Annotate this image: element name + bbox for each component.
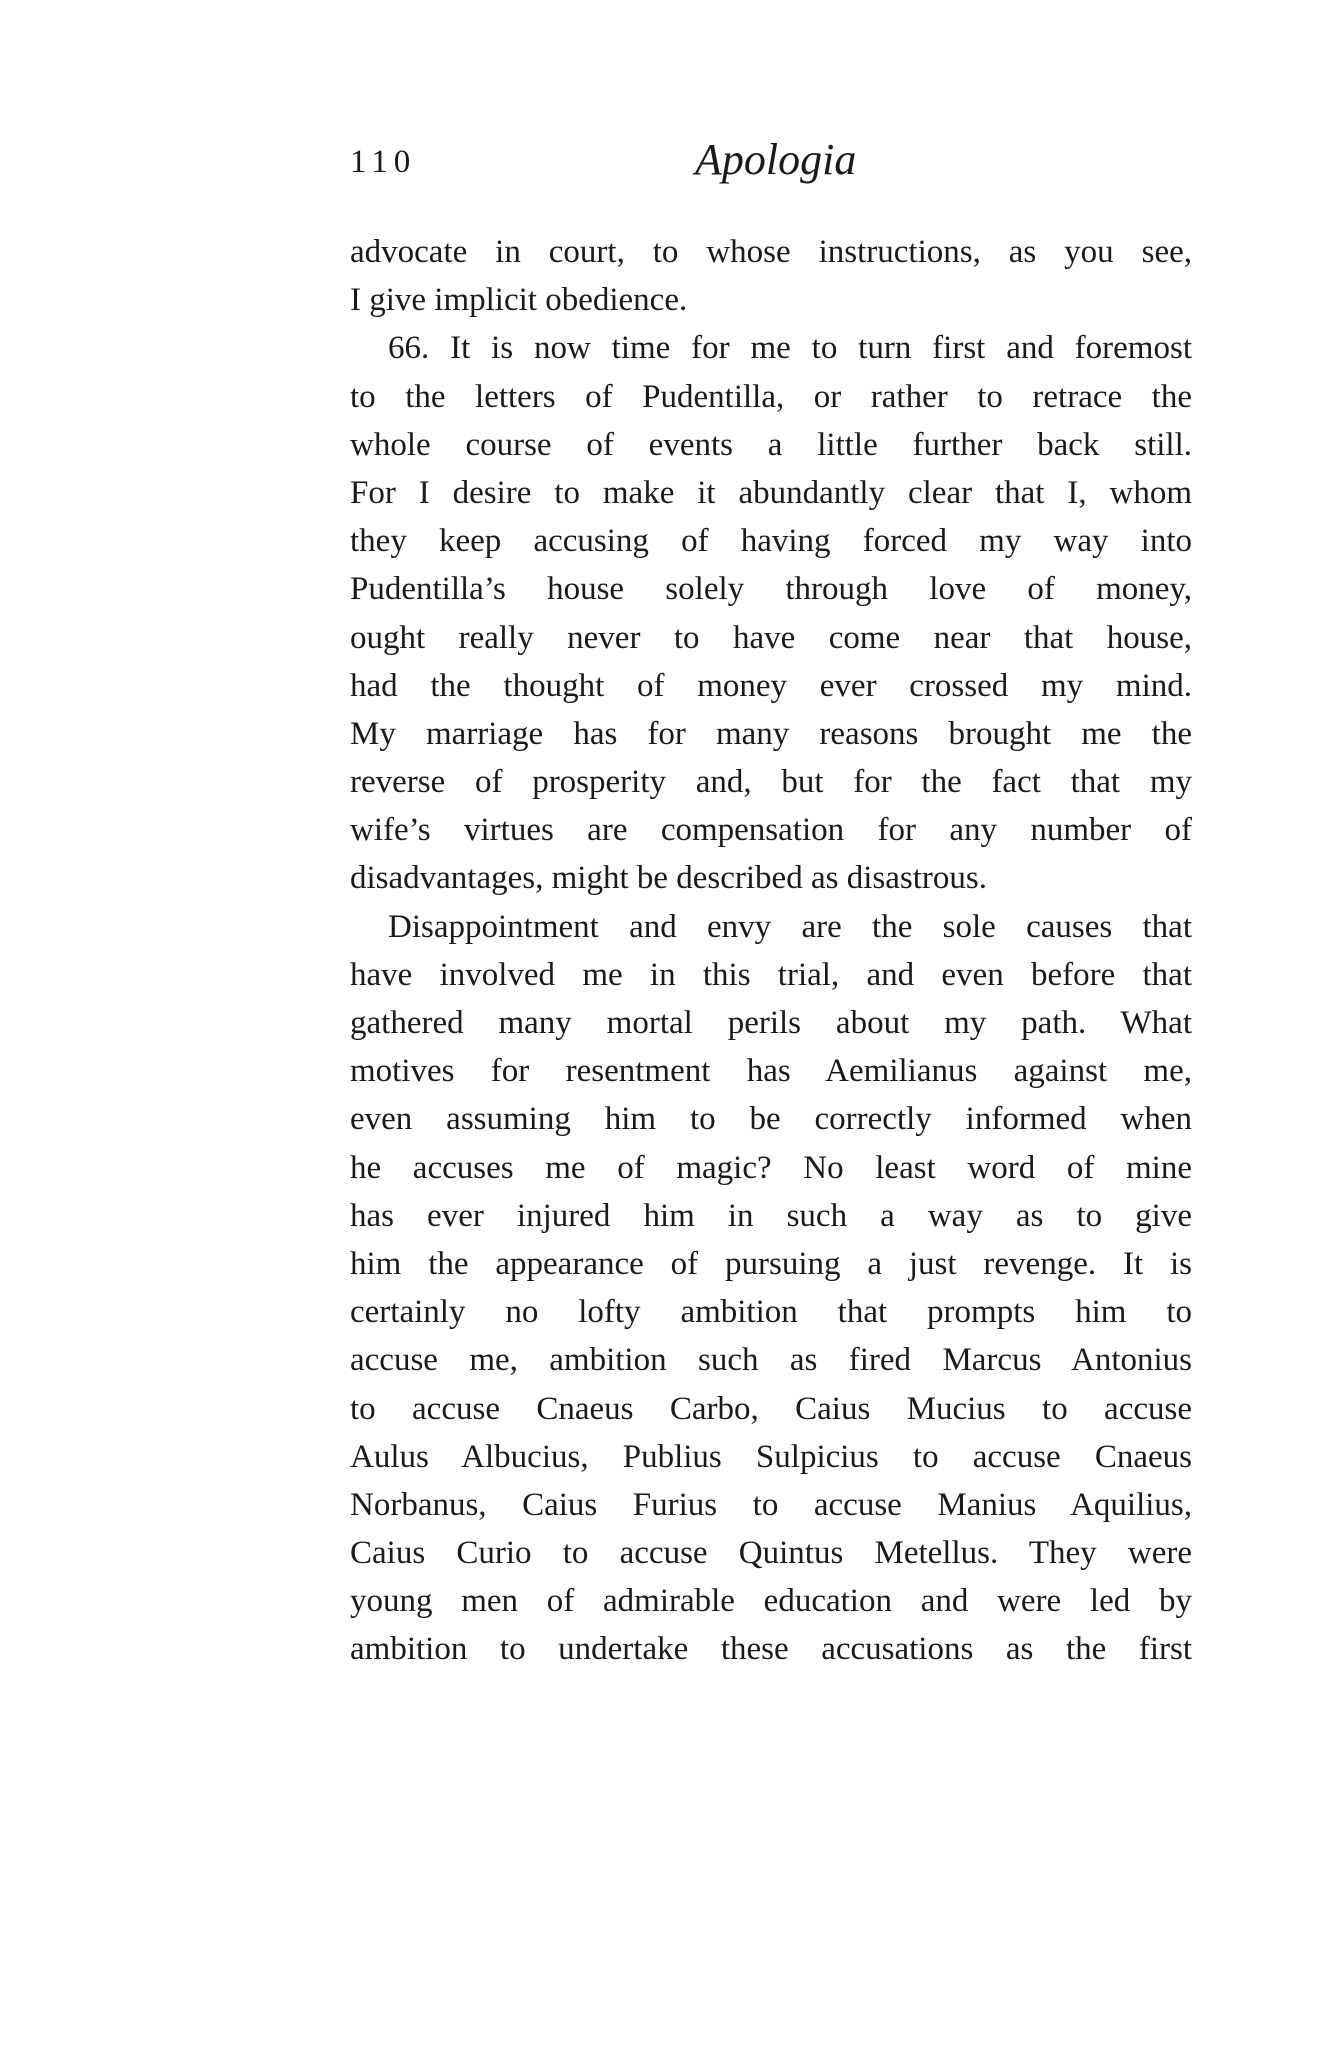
page-header <box>350 135 1190 198</box>
text-line: him the appearance of pursuing a just revenge. It is <box>350 1245 1192 1282</box>
text-line: Norbanus, Caius Furius to accuse Manius Aquilius, <box>350 1486 1192 1523</box>
text-line: My marriage has for many reasons brought me the <box>350 715 1192 752</box>
text-line: disadvantages, might be described as disastrous. <box>350 860 987 897</box>
text-line: to accuse Cnaeus Carbo, Caius Mucius to accuse <box>350 1390 1192 1427</box>
body-text <box>350 228 1192 1674</box>
text-line: I give implicit obedience. <box>350 282 688 319</box>
text-line: For I desire to make it abundantly clear that I, whom <box>350 474 1192 511</box>
text-line: gathered many mortal perils about my path. What <box>350 1005 1192 1041</box>
text-line: wife’s virtues are compensation for any number of <box>350 812 1192 849</box>
text-line: Disappointment and envy are the sole causes that <box>388 908 1192 945</box>
text-line: advocate in court, to whose instructions, as you see, <box>350 234 1192 270</box>
text-line: whole course of events a little further back still. <box>350 426 1192 463</box>
text-line: had the thought of money ever crossed my mind. <box>350 667 1192 704</box>
text-line: has ever injured him in such a way as to give <box>350 1197 1192 1234</box>
text-line: young men of admirable education and were led by <box>350 1583 1192 1620</box>
text-line: they keep accusing of having forced my way into <box>350 523 1192 560</box>
text-line: accuse me, ambition such as fired Marcus Antonius <box>350 1342 1192 1379</box>
text-line: even assuming him to be correctly informed when <box>350 1101 1192 1138</box>
text-line: Caius Curio to accuse Quintus Metellus. They were <box>350 1535 1192 1572</box>
text-line: Pudentilla’s house solely through love of money, <box>350 571 1192 608</box>
page-number: 110 <box>350 144 417 180</box>
text-line: Aulus Albucius, Publius Sulpicius to accuse Cnaeus <box>350 1438 1192 1475</box>
text-line: he accuses me of magic? No least word of mine <box>350 1149 1192 1186</box>
text-line: to the letters of Pudentilla, or rather to retrace the <box>350 378 1192 415</box>
text-line: 66. It is now time for me to turn first and foremost <box>388 330 1192 367</box>
text-line: ambition to undertake these accusations as the first <box>350 1631 1192 1668</box>
text-line: ought really never to have come near that house, <box>350 619 1192 656</box>
text-line: have involved me in this trial, and even before that <box>350 956 1192 993</box>
text-line: reverse of prosperity and, but for the fact that my <box>350 764 1192 801</box>
running-title: Apologia <box>695 135 857 184</box>
text-line: certainly no lofty ambition that prompts him to <box>350 1294 1192 1331</box>
text-line: motives for resentment has Aemilianus against me, <box>350 1053 1192 1090</box>
